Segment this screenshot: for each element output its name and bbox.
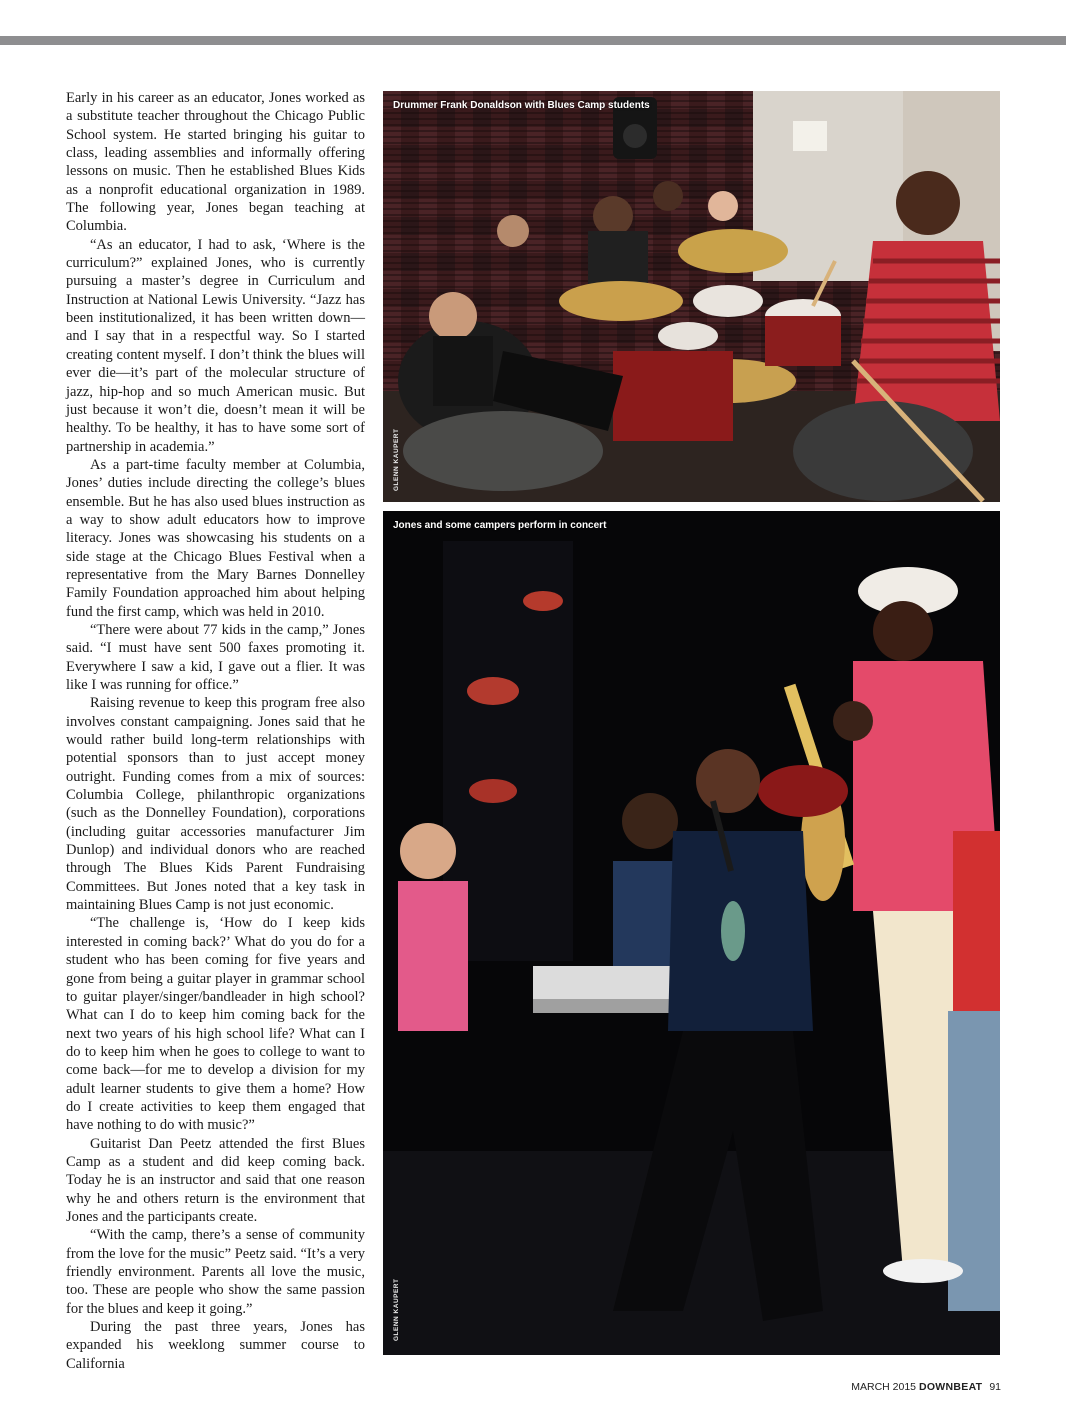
photo-credit: GLENN KAUPERT [393,1278,400,1341]
photo-caption: Drummer Frank Donaldson with Blues Camp students [393,100,650,111]
article-paragraph: Early in his career as an educator, Jones worked as a substitute teacher throughout the Chicago Public School system. He started bringing his guitar to class, leading assemblies and informally offering lessons on music. Then he established Blues Kids as a nonprofit educational organization in 1989. The following year, Jones began teaching at Columbia. [66,90,365,235]
article-paragraph: As a part-time faculty member at Columbia, Jones’ duties include directing the college’s blues ensemble. But he has also used blues instruction as a way to show adult educators how to improve literacy. Jones was showcasing his students on a side stage at the Chicago Blues Festival when a representative from the Mary Barnes Donnelley Family Foundation approached him about helping fund the first camp, which was held in 2010. [66,456,365,620]
article-text-column [66,89,365,1373]
folio-date: MARCH 2015 [851,1381,917,1393]
photo-drum-room [383,91,1000,502]
folio-brand: DOWNBEAT [918,1381,983,1393]
article-paragraph: “As an educator, I had to ask, ‘Where is the curriculum?” explained Jones, who is currently pursuing a master’s degree in Curriculum and Instruction at National Lewis University. “Jazz has been institutionalized, it has been written down—and I say that in a respectful way. So I started creating content myself. I don’t think the blues will ever die—it’s part of the molecular structure of jazz, hip-hop and so much American music. But just because it won’t die, doesn’t mean it will be healthy. To be healthy, it has to have some sort of partnership in academia.” [66,236,365,455]
folio-page-number: 91 [989,1381,1001,1393]
top-rule [0,36,1066,45]
page-folio [851,1381,1001,1393]
article-paragraph: “With the camp, there’s a sense of community from the love for the music” Peetz said. “It’s a very friendly environment. Parents all love the music, too. These are people who show the same passion for the blues and keep it going.” [66,1227,365,1317]
photo-credit: GLENN KAUPERT [393,428,400,491]
article-paragraph: “The challenge is, ‘How do I keep kids interested in coming back?’ What do you do for a student who has been coming for five years and gone from being a guitar player in grammar school to guitar player/singer/bandleader in high school? What can I do to keep him coming back for the next two years of his high school life? What can I do to keep him when he goes to college to want to come back—for me to develop a division for my adult learner students to give them a home? How do I create activities to keep them engaged that have nothing to do with music?” [66,915,365,1134]
article-paragraph: Raising revenue to keep this program free also involves constant campaigning. Jones said that he would rather build long-term relationships with potential sponsors than to just accept money outright. Funding comes from a mix of sources: Columbia College, philanthropic organizations (such as the Donnelley Foundation), corporations (including guitar accessories manufacturer Jim Dunlop) and individual donors who are reached through The Blues Kids Parent Fundraising Committees. But Jones noted that a key task in maintaining Blues Camp is not just economic. [66,695,365,914]
photo-drum-room-illustration [383,91,1000,502]
photo-concert-illustration [383,511,1000,1355]
article-paragraph: During the past three years, Jones has expanded his weeklong summer course to California [66,1319,365,1372]
photo-concert [383,511,1000,1355]
article-paragraph: “There were about 77 kids in the camp,” Jones said. “I must have sent 500 faxes promoting it. Everywhere I saw a kid, I gave out a flier. It was like I was running for office.” [66,621,365,693]
article-paragraph: Guitarist Dan Peetz attended the first Blues Camp as a student and did keep coming back. Today he is an instructor and said that one reason why he and others return is the environment that Jones and the participants create. [66,1135,365,1225]
photo-caption: Jones and some campers perform in concert [393,520,607,531]
